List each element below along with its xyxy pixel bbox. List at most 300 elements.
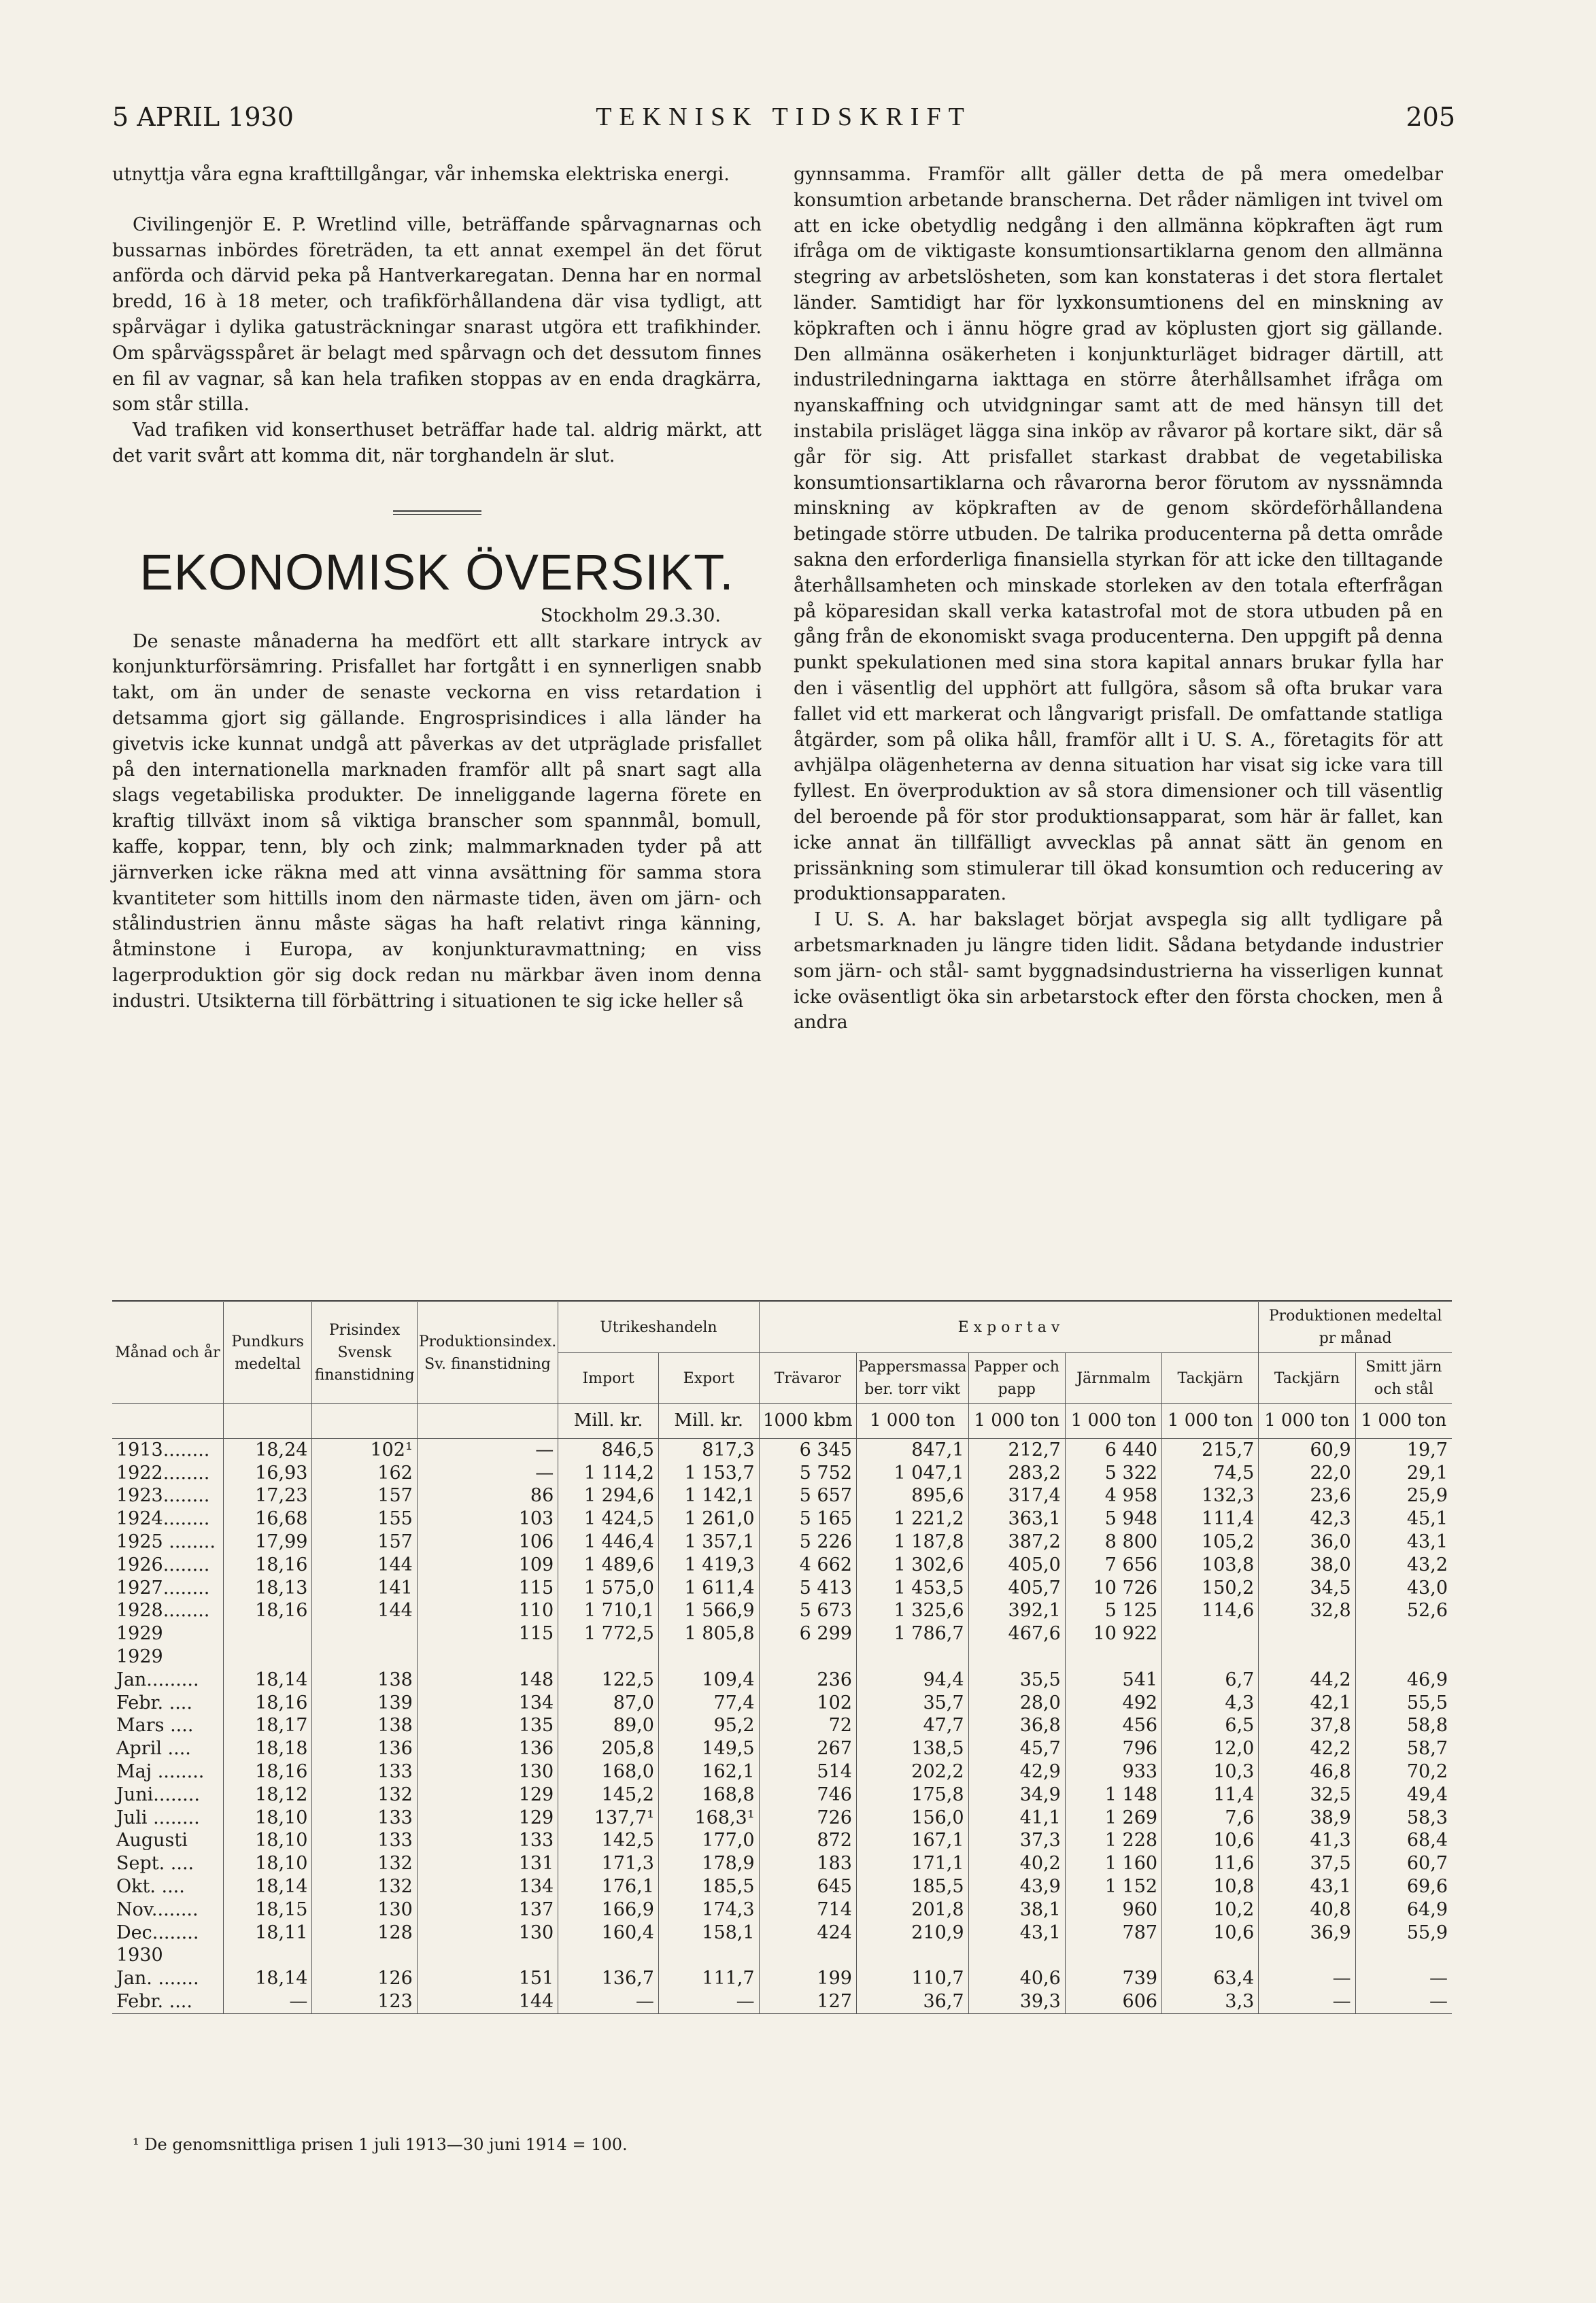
table-cell: 18,13 xyxy=(223,1577,312,1600)
table-cell: 606 xyxy=(1065,1990,1161,2013)
table-cell: 42,1 xyxy=(1259,1692,1355,1715)
left-column xyxy=(112,162,762,1014)
table-cell: 1 148 xyxy=(1065,1784,1161,1807)
table-cell: 1 187,8 xyxy=(856,1531,968,1554)
table-cell xyxy=(1259,1944,1355,1967)
table-cell xyxy=(312,1622,417,1645)
table-cell: 5 752 xyxy=(759,1462,856,1485)
table-cell: 1 611,4 xyxy=(658,1577,759,1600)
table-header-row xyxy=(112,1301,1452,1353)
table-cell: 40,2 xyxy=(968,1852,1065,1875)
table-cell: 106 xyxy=(417,1531,558,1554)
table-cell: 39,3 xyxy=(968,1990,1065,2013)
table-cell: 42,3 xyxy=(1259,1507,1355,1531)
unit-cell: 1 000 ton xyxy=(1065,1404,1161,1439)
table-cell: 115 xyxy=(417,1622,558,1645)
table-cell: 16,68 xyxy=(223,1507,312,1531)
journal-title: TEKNISK TIDSKRIFT xyxy=(596,103,972,131)
table-cell: 43,0 xyxy=(1355,1577,1452,1600)
table-cell: 1 294,6 xyxy=(558,1484,659,1507)
row-label: Juni........ xyxy=(116,1784,200,1805)
right-paragraph-2: I U. S. A. har bakslaget börjat avspegla sig allt tydligare på arbetsmarknaden ju längre tiden lidit. Sådana betydande industrier som järn- och stål- samt byggnadsindustrierna ha visserligen kunnat icke oväsentligt öka sin arbetarstock efter den första chocken, men å andra xyxy=(794,909,1443,1034)
table-cell: 1 152 xyxy=(1065,1875,1161,1898)
table-cell: 215,7 xyxy=(1162,1438,1259,1461)
table-cell: 42,9 xyxy=(968,1760,1065,1784)
table-cell: 144 xyxy=(417,1990,558,2013)
table-cell: 133 xyxy=(312,1829,417,1852)
table-cell: 12,0 xyxy=(1162,1737,1259,1760)
row-label: 1929 xyxy=(116,1623,163,1645)
page-number: 205 xyxy=(1406,102,1455,132)
table-cell: — xyxy=(1355,1967,1452,1990)
table-cell: 175,8 xyxy=(856,1784,968,1807)
table-cell: 115 xyxy=(417,1577,558,1600)
table-cell: 5 226 xyxy=(759,1531,856,1554)
table-cell: 110 xyxy=(417,1599,558,1622)
table-cell: 95,2 xyxy=(658,1714,759,1737)
table-cell: 1 357,1 xyxy=(658,1531,759,1554)
table-cell: 846,5 xyxy=(558,1438,659,1461)
table-cell: 122,5 xyxy=(558,1669,659,1692)
table-cell xyxy=(1355,1645,1452,1669)
table-cell: 142,5 xyxy=(558,1829,659,1852)
table-cell: 405,7 xyxy=(968,1577,1065,1600)
table-cell: 5 165 xyxy=(759,1507,856,1531)
table-row xyxy=(112,1554,1452,1577)
col-production-average: Produktionen medeltal pr månad xyxy=(1259,1301,1452,1353)
table-cell: — xyxy=(1259,1990,1355,2013)
table-cell: 1 142,1 xyxy=(658,1484,759,1507)
table-cell: 1 489,6 xyxy=(558,1554,659,1577)
table-cell: 134 xyxy=(417,1875,558,1898)
col-iron-ore: Järnmalm xyxy=(1065,1353,1161,1404)
table-cell xyxy=(968,1645,1065,1669)
table-cell: — xyxy=(223,1990,312,2013)
table-cell: 38,1 xyxy=(968,1898,1065,1922)
table-cell: 168,0 xyxy=(558,1760,659,1784)
table-cell: 64,9 xyxy=(1355,1898,1452,1922)
table-cell: 60,9 xyxy=(1259,1438,1355,1461)
table-cell: 317,4 xyxy=(968,1484,1065,1507)
table-cell: — xyxy=(417,1438,558,1461)
table-units-row xyxy=(112,1404,1452,1439)
table-cell: 136 xyxy=(417,1737,558,1760)
table-cell: 6,7 xyxy=(1162,1669,1259,1692)
unit-cell: 1 000 ton xyxy=(856,1404,968,1439)
table-cell: 746 xyxy=(759,1784,856,1807)
table-cell: 43,1 xyxy=(968,1922,1065,1945)
row-label: Dec........ xyxy=(116,1922,199,1943)
table-cell: 132 xyxy=(312,1875,417,1898)
table-row xyxy=(112,1507,1452,1531)
table-cell: 6 345 xyxy=(759,1438,856,1461)
table-cell: 43,1 xyxy=(1355,1531,1452,1554)
table-cell xyxy=(1259,1645,1355,1669)
table-cell: 47,7 xyxy=(856,1714,968,1737)
table-cell: 137,7¹ xyxy=(558,1807,659,1830)
row-label: Jan......... xyxy=(116,1669,199,1690)
table-cell: 36,9 xyxy=(1259,1922,1355,1945)
table-row xyxy=(112,1784,1452,1807)
table-row xyxy=(112,1807,1452,1830)
table-cell: 127 xyxy=(759,1990,856,2013)
table-cell xyxy=(759,1645,856,1669)
table-cell: 132,3 xyxy=(1162,1484,1259,1507)
table-row xyxy=(112,1852,1452,1875)
table-cell xyxy=(312,1645,417,1669)
table-cell xyxy=(1259,1622,1355,1645)
table-cell: 4 662 xyxy=(759,1554,856,1577)
table-cell: 58,3 xyxy=(1355,1807,1452,1830)
table-cell: 1 424,5 xyxy=(558,1507,659,1531)
table-cell: 72 xyxy=(759,1714,856,1737)
table-cell: 137 xyxy=(417,1898,558,1922)
table-cell: 1 269 xyxy=(1065,1807,1161,1830)
table-cell: 1 575,0 xyxy=(558,1577,659,1600)
table-cell: 4,3 xyxy=(1162,1692,1259,1715)
col-paper: Papper och papp xyxy=(968,1353,1065,1404)
dateline: Stockholm 29.3.30. xyxy=(540,604,721,626)
table-cell: 4 958 xyxy=(1065,1484,1161,1507)
table-cell: 5 948 xyxy=(1065,1507,1161,1531)
table-cell: 162,1 xyxy=(658,1760,759,1784)
table-cell: 1 325,6 xyxy=(856,1599,968,1622)
col-timber: Trävaror xyxy=(759,1353,856,1404)
row-label: April .... xyxy=(116,1738,191,1760)
table-cell: 157 xyxy=(312,1484,417,1507)
table-cell: 129 xyxy=(417,1807,558,1830)
table-cell: 933 xyxy=(1065,1760,1161,1784)
table-cell: 111,7 xyxy=(658,1967,759,1990)
table-cell: 128 xyxy=(312,1922,417,1945)
table-cell: 202,2 xyxy=(856,1760,968,1784)
table-cell xyxy=(1162,1645,1259,1669)
table-row xyxy=(112,1484,1452,1507)
footnote: ¹ De genomsnittliga prisen 1 juli 1913—30 juni 1914 = 100. xyxy=(133,2135,628,2154)
table-row xyxy=(112,1692,1452,1715)
table-cell: 392,1 xyxy=(968,1599,1065,1622)
table-row xyxy=(112,1898,1452,1922)
table-cell: 817,3 xyxy=(658,1438,759,1461)
table-row xyxy=(112,1990,1452,2013)
section-title: EKONOMISK ÖVERSIKT. xyxy=(139,543,734,600)
col-foreign-trade: Utrikeshandeln xyxy=(558,1301,759,1353)
table-cell xyxy=(558,1645,659,1669)
table-row xyxy=(112,1875,1452,1898)
intro-paragraph: utnyttja våra egna krafttillgångar, vår inhemska elektriska energi. xyxy=(112,164,730,185)
unit-cell: 1 000 ton xyxy=(1162,1404,1259,1439)
col-import: Import xyxy=(558,1353,659,1404)
table-cell: 10,6 xyxy=(1162,1829,1259,1852)
table-cell: 174,3 xyxy=(658,1898,759,1922)
row-label: 1922........ xyxy=(116,1462,210,1484)
table-cell: 138 xyxy=(312,1714,417,1737)
table-cell: 18,16 xyxy=(223,1554,312,1577)
table-cell: 52,6 xyxy=(1355,1599,1452,1622)
table-cell: 267 xyxy=(759,1737,856,1760)
row-label: Mars .... xyxy=(116,1715,194,1737)
table-cell: 18,16 xyxy=(223,1760,312,1784)
col-pound: Pundkurs medeltal xyxy=(223,1301,312,1404)
table-cell: 35,7 xyxy=(856,1692,968,1715)
table-cell: 7,6 xyxy=(1162,1807,1259,1830)
table-cell: 895,6 xyxy=(856,1484,968,1507)
table-cell: 132 xyxy=(312,1852,417,1875)
table-cell: 130 xyxy=(417,1760,558,1784)
table-cell: 166,9 xyxy=(558,1898,659,1922)
table-cell: 5 413 xyxy=(759,1577,856,1600)
table-row xyxy=(112,1760,1452,1784)
table-cell: 1 710,1 xyxy=(558,1599,659,1622)
table-cell: 145,2 xyxy=(558,1784,659,1807)
table-cell: 132 xyxy=(312,1784,417,1807)
table-cell: 17,99 xyxy=(223,1531,312,1554)
table-cell: 55,9 xyxy=(1355,1922,1452,1945)
table-cell: 18,16 xyxy=(223,1599,312,1622)
table-cell: 162 xyxy=(312,1462,417,1485)
table-row xyxy=(112,1737,1452,1760)
table-cell: 63,4 xyxy=(1162,1967,1259,1990)
table-cell: 787 xyxy=(1065,1922,1161,1945)
section-divider xyxy=(393,510,481,515)
table-row xyxy=(112,1645,1452,1669)
table-cell: 171,3 xyxy=(558,1852,659,1875)
unit-cell: 1 000 ton xyxy=(968,1404,1065,1439)
table-cell: 157 xyxy=(312,1531,417,1554)
table-row xyxy=(112,1599,1452,1622)
table-cell: 467,6 xyxy=(968,1622,1065,1645)
table-cell: 10 726 xyxy=(1065,1577,1161,1600)
col-month: Månad och år xyxy=(112,1301,223,1404)
table-cell: 18,24 xyxy=(223,1438,312,1461)
table-cell: 5 657 xyxy=(759,1484,856,1507)
table-cell: 43,2 xyxy=(1355,1554,1452,1577)
table-cell: 283,2 xyxy=(968,1462,1065,1485)
table-cell: 872 xyxy=(759,1829,856,1852)
row-label: Nov........ xyxy=(116,1898,199,1920)
table-row xyxy=(112,1462,1452,1485)
table-cell: 18,14 xyxy=(223,1669,312,1692)
unit-cell xyxy=(417,1404,558,1439)
table-cell: 41,1 xyxy=(968,1807,1065,1830)
col-export-of: E x p o r t a v xyxy=(759,1301,1259,1353)
table-cell: 129 xyxy=(417,1784,558,1807)
table-cell: 49,4 xyxy=(1355,1784,1452,1807)
table-cell: 1 446,4 xyxy=(558,1531,659,1554)
table-row xyxy=(112,1714,1452,1737)
table-cell xyxy=(223,1944,312,1967)
table-cell: 201,8 xyxy=(856,1898,968,1922)
table-cell: 123 xyxy=(312,1990,417,2013)
right-paragraph-1: gynnsamma. Framför allt gäller detta de på mera omedelbar konsumtion arbetande branscherna. Det råder nämligen int tvivel om att en icke obetydlig nedgång i den allmänna köpkraften ägt rum ifråga om de viktigaste konsumtionsartiklarna genom den allmänna stegring av arbetslösheten, som kan konstateras i det stora flertalet länder. Samtidigt har för lyxkonsumtionens del en minskning av köpkraften och i ännu högre grad av köplusten gjort sig gällande. Den allmänna osäkerheten i konjunkturläget bidrager därtill, att industriledningarna iakttaga en större återhållsamhet ifråga om nyanskaffning och utvidgningar samt att de med hänsyn till det instabila prisläget lägga sina inköp av råvaror på kortare sikt, där så går för sig. Att prisfallet starkast drabbat de vegetabiliska konsumtionsartiklarna och råvarorna beror förutom av nyssnämnda minskning av köpkraften av de genom skördeförhållandena betingade större utbuden. De talrika producenterna på detta område sakna den erforderliga finansiella styrkan för att icke den tilltagande återhållsamheten och minskade storleken av den totala efterfrågan på köparesidan skall verka katastrofal mot de stora utbuden på en gång från de ekonomiskt svaga producenterna. Den uppgift på denna punkt spekulationen med sina stora kapital annars brukar fylla har den i väsentlig del upphört att fullgöra, såsom så ofta brukar vara fallet vid ett markerat och långvarigt prisfall. De omfattande statliga åtgärder, som på olika håll, framför allt i U. S. A., företagits för att avhjälpa olägenheterna av denna situation har visat sig icke vara till fyllest. En överproduktion av så stora dimensioner och till väsentlig del beroende på för stor produktionsapparat, som här är fallet, kan icke annat än tillfälligt avvecklas på annat sätt än genom en prissänkning som stimulerar till ökad konsumtion och reducering av produktionsapparaten. xyxy=(794,164,1443,905)
table-cell: — xyxy=(658,1990,759,2013)
page-header xyxy=(112,102,1455,143)
table-cell: 110,7 xyxy=(856,1967,968,1990)
table-cell: 1 566,9 xyxy=(658,1599,759,1622)
table-cell: — xyxy=(1259,1967,1355,1990)
row-label: 1930 xyxy=(116,1945,163,1966)
table-cell: 144 xyxy=(312,1599,417,1622)
table-cell: 37,5 xyxy=(1259,1852,1355,1875)
table-cell: 55,5 xyxy=(1355,1692,1452,1715)
row-label: Febr. .... xyxy=(116,1692,192,1713)
unit-cell: Mill. kr. xyxy=(658,1404,759,1439)
table-cell: 18,10 xyxy=(223,1829,312,1852)
row-label: 1923........ xyxy=(116,1485,210,1507)
table-cell: 38,9 xyxy=(1259,1807,1355,1830)
table-cell: 363,1 xyxy=(968,1507,1065,1531)
table-cell: 103,8 xyxy=(1162,1554,1259,1577)
table-cell: 139 xyxy=(312,1692,417,1715)
table-cell xyxy=(1065,1944,1161,1967)
table-row xyxy=(112,1829,1452,1852)
col-prod-steel: Smitt järn och stål xyxy=(1355,1353,1452,1404)
table-row xyxy=(112,1438,1452,1461)
table-cell xyxy=(1065,1645,1161,1669)
table-cell: 130 xyxy=(312,1898,417,1922)
col-pig-iron: Tackjärn xyxy=(1162,1353,1259,1404)
table-cell: 42,2 xyxy=(1259,1737,1355,1760)
table-cell: 134 xyxy=(417,1692,558,1715)
table-cell: 6,5 xyxy=(1162,1714,1259,1737)
table-row xyxy=(112,1967,1452,1990)
concert-paragraph: Vad trafiken vid konserthuset beträffar hade tal. aldrig märkt, att det varit svårt att komma dit, när torghandeln är slut. xyxy=(112,420,762,466)
table-cell: — xyxy=(558,1990,659,2013)
table-cell: 40,8 xyxy=(1259,1898,1355,1922)
row-label: 1927........ xyxy=(116,1577,210,1599)
table-cell: 87,0 xyxy=(558,1692,659,1715)
right-column xyxy=(794,162,1443,1036)
table-cell: 10,8 xyxy=(1162,1875,1259,1898)
table-cell: 6 299 xyxy=(759,1622,856,1645)
table-cell: 176,1 xyxy=(558,1875,659,1898)
table-cell: 155 xyxy=(312,1507,417,1531)
col-price-index: Prisindex Svensk finanstidning xyxy=(312,1301,417,1404)
table-cell: 492 xyxy=(1065,1692,1161,1715)
table-cell: 148 xyxy=(417,1669,558,1692)
table-cell xyxy=(658,1944,759,1967)
unit-cell xyxy=(223,1404,312,1439)
table-cell: 205,8 xyxy=(558,1737,659,1760)
table-cell: 69,6 xyxy=(1355,1875,1452,1898)
table-row xyxy=(112,1669,1452,1692)
table-cell: 1 419,3 xyxy=(658,1554,759,1577)
table-cell: 5 322 xyxy=(1065,1462,1161,1485)
table-cell: 18,16 xyxy=(223,1692,312,1715)
table-cell: 46,8 xyxy=(1259,1760,1355,1784)
row-label: Febr. .... xyxy=(112,1990,223,2013)
table-cell xyxy=(658,1645,759,1669)
table-cell: 46,9 xyxy=(1355,1669,1452,1692)
table-cell: 28,0 xyxy=(968,1692,1065,1715)
table-cell: 167,1 xyxy=(856,1829,968,1852)
table-cell: 29,1 xyxy=(1355,1462,1452,1485)
table-cell: 183 xyxy=(759,1852,856,1875)
table-cell: 10,2 xyxy=(1162,1898,1259,1922)
table-cell xyxy=(856,1645,968,1669)
table-cell: 43,1 xyxy=(1259,1875,1355,1898)
table-cell: 10,6 xyxy=(1162,1922,1259,1945)
table-cell: 212,7 xyxy=(968,1438,1065,1461)
row-label: 1925 ........ xyxy=(116,1531,216,1552)
table-cell: 160,4 xyxy=(558,1922,659,1945)
table-cell: 514 xyxy=(759,1760,856,1784)
col-pulp: Pappersmassa ber. torr vikt xyxy=(856,1353,968,1404)
table-cell: 18,10 xyxy=(223,1852,312,1875)
table-cell: 149,5 xyxy=(658,1737,759,1760)
table-cell: 109,4 xyxy=(658,1669,759,1692)
col-export: Export xyxy=(658,1353,759,1404)
table-cell: 45,1 xyxy=(1355,1507,1452,1531)
row-label: Okt. .... xyxy=(116,1875,185,1897)
table-cell: 25,9 xyxy=(1355,1484,1452,1507)
table-cell: 11,6 xyxy=(1162,1852,1259,1875)
table-cell: 22,0 xyxy=(1259,1462,1355,1485)
table-cell: 168,8 xyxy=(658,1784,759,1807)
table-cell: 35,5 xyxy=(968,1669,1065,1692)
table-cell xyxy=(417,1645,558,1669)
table-cell: 114,6 xyxy=(1162,1599,1259,1622)
row-label: Maj ........ xyxy=(116,1760,205,1782)
table-cell: 847,1 xyxy=(856,1438,968,1461)
table-cell: 34,9 xyxy=(968,1784,1065,1807)
table-cell: 86 xyxy=(417,1484,558,1507)
table-cell: 739 xyxy=(1065,1967,1161,1990)
table-cell: 1 114,2 xyxy=(558,1462,659,1485)
row-label: Augusti xyxy=(116,1830,188,1852)
table-cell: 10,3 xyxy=(1162,1760,1259,1784)
table-cell: 109 xyxy=(417,1554,558,1577)
table-cell: 103 xyxy=(417,1507,558,1531)
table-cell: 645 xyxy=(759,1875,856,1898)
table-cell xyxy=(968,1944,1065,1967)
table-cell: 18,11 xyxy=(223,1922,312,1945)
table-body xyxy=(112,1404,1452,2014)
table-cell xyxy=(1355,1944,1452,1967)
table-cell: 3,3 xyxy=(1162,1990,1259,2013)
table-cell: 133 xyxy=(312,1760,417,1784)
table-cell: 37,3 xyxy=(968,1829,1065,1852)
table-cell xyxy=(417,1944,558,1967)
table-cell: 150,2 xyxy=(1162,1577,1259,1600)
table-cell: 138,5 xyxy=(856,1737,968,1760)
table-cell: 424 xyxy=(759,1922,856,1945)
table-cell xyxy=(223,1645,312,1669)
wretlind-paragraph: Civilingenjör E. P. Wretlind ville, beträffande spårvagnarnas och bussarnas inbördes företräden, ta ett annat exempel än det förut anförda och därvid peka på Hantverkaregatan. Denna har en normal bredd, 16 à 18 meter, och trafikförhållandena där visa tydligt, att spårvägar i dylika gatusträckningar snarast utgöra ett trafikhinder. Om spårvägsspåret är belagt med spårvagn och det dessutom finnes en fil av vagnar, så kan hela trafiken stoppas av en enda dragkärra, som står stilla. xyxy=(112,214,762,415)
economy-paragraph: De senaste månaderna ha medfört ett allt starkare intryck av konjunkturförsämring. Prisfallet har fortgått i en synnerligen snabb takt, om än under de senaste veckorna en viss retardation i detsamma gjort sig gällande. Engrosprisindices i alla länder ha givetvis icke kunnat undgå att påverkas av det utpräglade prisfallet på den internationella marknaden framför allt på snart sagt alla slags vegetabiliska produkter. De inneliggande lagerna förete en kraftig tillväxt inom så viktiga branscher som spannmål, bomull, kaffe, koppar, tenn, bly och zink; malmmarknaden tyder på att järnverken icke räkna med att vinna avsättning för samma stora kvantiteter som hittills inom den närmaste tiden, även om järn- och stålindustrien ännu måste sägas ha haft relativt ringa känning, åtminstone i Europa, av konjunkturavmattning; en viss lagerproduktion gör sig dock redan nu märkbar även inom denna industri. Utsikterna till förbättring i situationen te sig icke heller så xyxy=(112,630,762,1012)
table-cell: 102¹ xyxy=(312,1438,417,1461)
col-prod-pig-iron: Tackjärn xyxy=(1259,1353,1355,1404)
table-cell: 10 922 xyxy=(1065,1622,1161,1645)
table-cell: 18,15 xyxy=(223,1898,312,1922)
table-cell: 111,4 xyxy=(1162,1507,1259,1531)
table-cell: 18,14 xyxy=(223,1875,312,1898)
unit-cell xyxy=(112,1404,223,1439)
table-cell: 156,0 xyxy=(856,1807,968,1830)
table-cell xyxy=(759,1944,856,1967)
table-cell: 68,4 xyxy=(1355,1829,1452,1852)
table-cell: 178,9 xyxy=(658,1852,759,1875)
table-row xyxy=(112,1944,1452,1967)
table-cell: 131 xyxy=(417,1852,558,1875)
unit-cell xyxy=(312,1404,417,1439)
table-cell: 136,7 xyxy=(558,1967,659,1990)
table-cell xyxy=(558,1944,659,1967)
issue-date: 5 APRIL 1930 xyxy=(112,102,294,132)
table-cell: 126 xyxy=(312,1967,417,1990)
table-cell: 210,9 xyxy=(856,1922,968,1945)
row-label: Jan. ....... xyxy=(116,1968,199,1990)
